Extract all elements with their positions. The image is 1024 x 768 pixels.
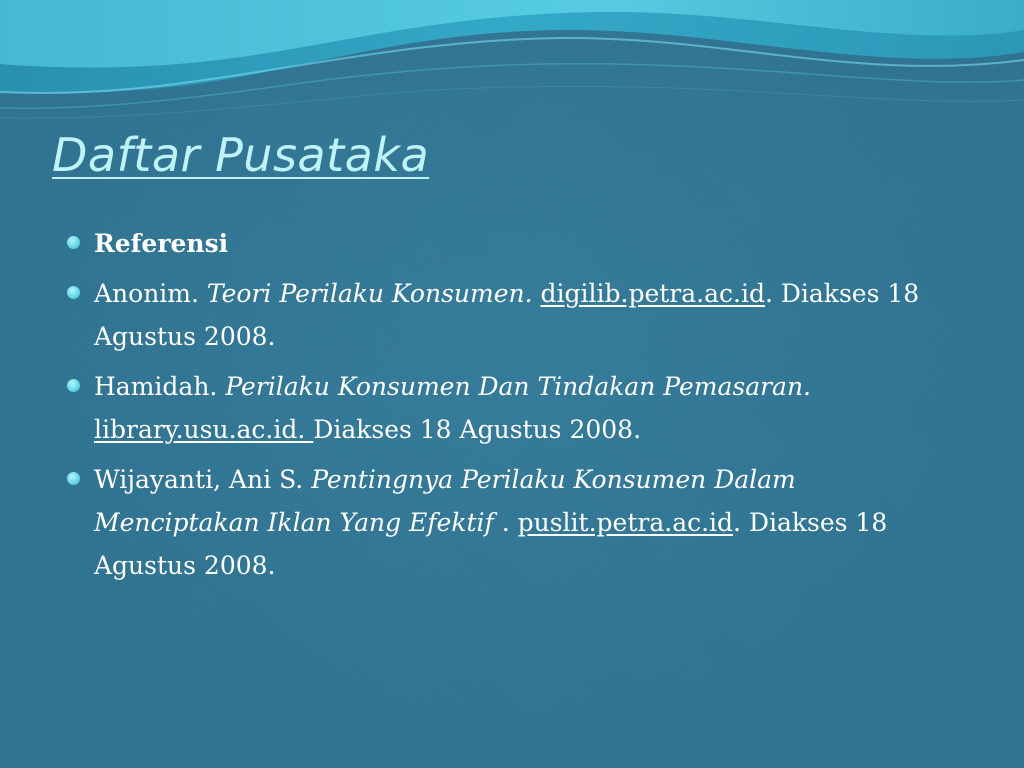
reference-title: Perilaku Konsumen Dan Tindakan Pemasaran. xyxy=(225,372,812,401)
reference-author: Wijayanti, Ani S. xyxy=(94,465,312,494)
list-item-referensi xyxy=(62,222,962,265)
reference-title: Pentingnya Perilaku Konsumen Dalam Menciptakan Iklan Yang Efektif xyxy=(94,465,796,537)
bullet-icon xyxy=(67,236,80,249)
reference-item-hamidah xyxy=(62,365,962,451)
reference-item-anonim xyxy=(62,272,962,358)
header-wave-decoration xyxy=(0,0,1024,130)
reference-title: Teori Perilaku Konsumen. xyxy=(206,279,533,308)
list-heading: Referensi xyxy=(94,229,229,258)
reference-access-date: Diakses 18 Agustus 2008. xyxy=(313,415,642,444)
reference-item-wijayanti xyxy=(62,458,962,587)
reference-access-date: . Diakses 18 Agustus 2008. xyxy=(94,508,888,580)
bullet-icon xyxy=(67,379,80,392)
reference-author: Anonim. xyxy=(94,279,207,308)
reference-link[interactable]: digilib.petra.ac.id xyxy=(540,279,765,308)
reference-access-date: . Diakses 18 Agustus 2008. xyxy=(94,279,920,351)
reference-list xyxy=(62,222,962,594)
bullet-icon xyxy=(67,286,80,299)
slide-title: Daftar Pusataka xyxy=(52,128,430,182)
reference-separator: . xyxy=(493,508,518,537)
reference-link[interactable]: puslit.petra.ac.id xyxy=(517,508,734,537)
reference-author: Hamidah. xyxy=(94,372,226,401)
reference-separator xyxy=(533,279,541,308)
bullet-icon xyxy=(67,472,80,485)
reference-link[interactable]: library.usu.ac.id. xyxy=(94,415,314,444)
